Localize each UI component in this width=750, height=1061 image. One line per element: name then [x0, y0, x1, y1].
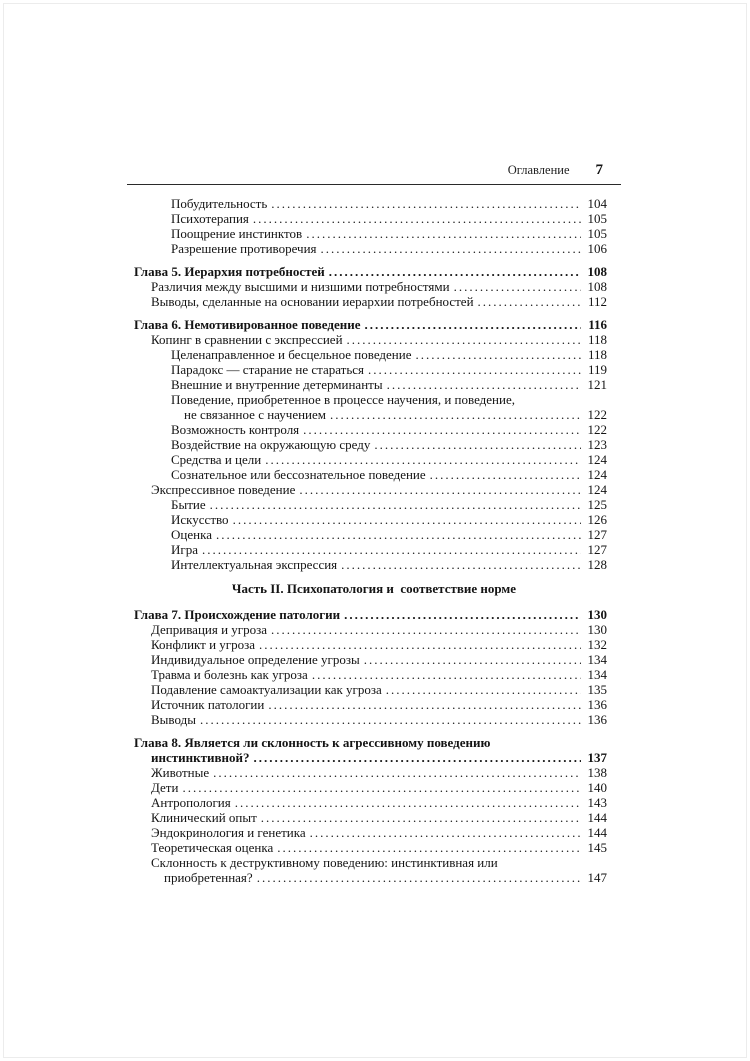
dot-leader: [454, 279, 581, 294]
toc-entry: [127, 294, 607, 309]
toc-entry: [127, 512, 607, 527]
toc-entry: [127, 607, 607, 622]
toc-entry: [127, 317, 607, 332]
toc-entry: [127, 527, 607, 542]
toc-entry-title: Парадокс — старание не стараться: [171, 362, 365, 377]
toc-entry-page: 124: [587, 467, 607, 482]
toc-entry: [127, 870, 607, 885]
toc-entry: [127, 780, 607, 795]
dot-leader: [430, 467, 581, 482]
dot-leader: [210, 497, 581, 512]
toc-entry-title: Индивидуальное определение угрозы: [151, 652, 360, 667]
toc-entry-title: Дети: [151, 780, 179, 795]
toc-entry-title: Средства и цели: [171, 452, 262, 467]
dot-leader: [368, 362, 581, 377]
toc-entry-page: 125: [587, 497, 607, 512]
toc-entry-title: Поведение, приобретенное в процессе научения, и поведение,: [171, 392, 515, 407]
dot-leader: [271, 196, 581, 211]
toc-entry-page: 127: [587, 542, 607, 557]
toc-entry: [127, 377, 607, 392]
toc-entry-page: 105: [587, 226, 607, 241]
toc-entry-title: Антропология: [151, 795, 231, 810]
toc-entry-page: 108: [587, 264, 607, 279]
toc-entry: [127, 825, 607, 840]
toc-entry: [127, 241, 607, 256]
toc-entry-title: Депривация и угроза: [151, 622, 268, 637]
toc-entry-page: 108: [587, 279, 607, 294]
dot-leader: [202, 542, 581, 557]
dot-leader: [321, 241, 581, 256]
dot-leader: [253, 750, 581, 765]
toc-entry: [127, 497, 607, 512]
toc-entry-page: 136: [587, 697, 607, 712]
dot-leader: [330, 407, 581, 422]
toc-entry-title: Источник патологии: [151, 697, 265, 712]
toc-entry-title: Травма и болезнь как угроза: [151, 667, 308, 682]
toc-entry: [127, 226, 607, 241]
dot-leader: [416, 347, 582, 362]
toc-entry-title: Склонность к деструктивному поведению: инстинктивная или: [151, 855, 498, 870]
dot-leader: [216, 527, 581, 542]
toc-entry-title: Бытие: [171, 497, 206, 512]
toc-entry-title: Подавление самоактуализации как угроза: [151, 682, 382, 697]
toc-entry: [127, 452, 607, 467]
toc-entry: [127, 637, 607, 652]
dot-leader: [268, 697, 581, 712]
toc-entry: [127, 392, 607, 407]
toc-entry-page: 104: [587, 196, 607, 211]
dot-leader: [200, 712, 581, 727]
toc-entry-title: Различия между высшими и низшими потребностями: [151, 279, 450, 294]
header-rule: [127, 184, 621, 185]
toc-entry-page: 144: [587, 825, 607, 840]
toc-entry-page: 138: [587, 765, 607, 780]
dot-leader: [364, 317, 581, 332]
dot-leader: [259, 637, 581, 652]
dot-leader: [329, 264, 581, 279]
dot-leader: [364, 652, 581, 667]
dot-leader: [303, 422, 581, 437]
toc-entry-title: Оценка: [171, 527, 212, 542]
dot-leader: [277, 840, 581, 855]
dot-leader: [233, 512, 581, 527]
toc-entry-page: 123: [587, 437, 607, 452]
header-label: Оглавление: [507, 163, 570, 177]
toc-entry: [127, 482, 607, 497]
dot-leader: [271, 622, 581, 637]
toc-entry: [127, 279, 607, 294]
toc-entry-page: 118: [587, 347, 607, 362]
toc-entry-page: 127: [587, 527, 607, 542]
dot-leader: [312, 667, 581, 682]
toc-entry-title: Игра: [171, 542, 198, 557]
toc-entry-title: Глава 6. Немотивированное поведение: [134, 317, 361, 332]
toc-entry-page: 147: [587, 870, 607, 885]
toc-entry-page: 126: [587, 512, 607, 527]
toc-entry-title: Психотерапия: [171, 211, 249, 226]
dot-leader: [265, 452, 581, 467]
dot-leader: [235, 795, 581, 810]
toc-entry: [127, 332, 607, 347]
toc-entry-title: Животные: [151, 765, 210, 780]
dot-leader: [310, 825, 581, 840]
toc-entry-title: не связанное с научением: [184, 407, 326, 422]
toc-entry-title: инстинктивной?: [151, 750, 250, 765]
toc-entry-title: Целенаправленное и бесцельное поведение: [171, 347, 412, 362]
dot-leader: [182, 780, 581, 795]
dot-leader: [213, 765, 581, 780]
toc-entry: [127, 196, 607, 211]
toc-entry-page: 122: [587, 407, 607, 422]
toc-entry-page: 130: [587, 622, 607, 637]
dot-leader: [261, 810, 581, 825]
toc-entry-title: Искусство: [171, 512, 229, 527]
toc-entry-page: 134: [587, 652, 607, 667]
dot-leader: [306, 226, 581, 241]
toc-entry: [127, 557, 607, 572]
toc-entry-title: Клинический опыт: [151, 810, 257, 825]
toc-entry-page: 140: [587, 780, 607, 795]
toc-entry: [127, 840, 607, 855]
toc-content: [127, 162, 621, 885]
toc-entry: [127, 542, 607, 557]
toc-entry-title: Эндокринология и генетика: [151, 825, 306, 840]
toc-entry: [127, 735, 607, 750]
toc-entry-title: Воздействие на окружающую среду: [171, 437, 371, 452]
toc-entry-title: Копинг в сравнении с экспрессией: [151, 332, 343, 347]
toc-entry: [127, 422, 607, 437]
dot-leader: [253, 211, 581, 226]
dot-leader: [257, 870, 581, 885]
toc-entry: [127, 810, 607, 825]
toc-entry: [127, 347, 607, 362]
toc-list-part2: [127, 607, 621, 885]
dot-leader: [374, 437, 581, 452]
toc-entry-page: 118: [587, 332, 607, 347]
toc-entry-title: Побудительность: [171, 196, 268, 211]
toc-entry: [127, 407, 607, 422]
toc-entry: [127, 667, 607, 682]
toc-entry: [127, 750, 607, 765]
toc-entry-title: Разрешение противоречия: [171, 241, 317, 256]
toc-entry-page: 124: [587, 452, 607, 467]
toc-entry-page: 134: [587, 667, 607, 682]
toc-entry: [127, 264, 607, 279]
toc-entry-page: 122: [587, 422, 607, 437]
dot-leader: [344, 607, 581, 622]
toc-entry-page: 106: [587, 241, 607, 256]
toc-entry-title: Интеллектуальная экспрессия: [171, 557, 338, 572]
toc-entry-title: Выводы: [151, 712, 196, 727]
toc-entry-page: 145: [587, 840, 607, 855]
toc-entry-page: 137: [587, 750, 607, 765]
toc-entry-page: 144: [587, 810, 607, 825]
toc-entry: [127, 795, 607, 810]
page-header: [127, 162, 621, 179]
dot-leader: [299, 482, 581, 497]
toc-entry: [127, 682, 607, 697]
toc-entry: [127, 437, 607, 452]
dot-leader: [386, 682, 581, 697]
dot-leader: [478, 294, 581, 309]
toc-entry-page: 130: [587, 607, 607, 622]
toc-entry: [127, 765, 607, 780]
toc-entry-page: 136: [587, 712, 607, 727]
toc-entry-page: 112: [587, 294, 607, 309]
toc-entry-title: Возможность контроля: [171, 422, 300, 437]
toc-entry-title: Глава 8. Является ли склонность к агрессивному поведению: [134, 735, 491, 750]
toc-entry-title: приобретенная?: [164, 870, 253, 885]
dot-leader: [387, 377, 581, 392]
toc-entry: [127, 467, 607, 482]
toc-entry-title: Экспрессивное поведение: [151, 482, 296, 497]
toc-entry-page: 132: [587, 637, 607, 652]
toc-entry-page: 121: [587, 377, 607, 392]
toc-entry-title: Сознательное или бессознательное поведение: [171, 467, 426, 482]
toc-entry-title: Глава 7. Происхождение патологии: [134, 607, 341, 622]
toc-entry-page: 128: [587, 557, 607, 572]
toc-entry-page: 116: [588, 317, 607, 332]
toc-entry: [127, 712, 607, 727]
toc-entry-title: Выводы, сделанные на основании иерархии потребностей: [151, 294, 474, 309]
toc-entry: [127, 622, 607, 637]
toc-entry-title: Теоретическая оценка: [151, 840, 274, 855]
toc-entry: [127, 652, 607, 667]
part-heading: Часть II. Психопатология и соответствие норме: [231, 581, 517, 596]
dot-leader: [347, 332, 581, 347]
dot-leader: [341, 557, 581, 572]
toc-entry-title: Конфликт и угроза: [151, 637, 256, 652]
toc-entry-title: Глава 5. Иерархия потребностей: [134, 264, 325, 279]
toc-entry: [127, 362, 607, 377]
toc-entry-page: 135: [587, 682, 607, 697]
toc-list-part1: [127, 196, 621, 572]
toc-entry-page: 143: [587, 795, 607, 810]
toc-entry-title: Внешние и внутренние детерминанты: [171, 377, 383, 392]
page-number: 7: [595, 162, 603, 178]
toc-entry: [127, 855, 607, 870]
toc-entry-title: Поощрение инстинктов: [171, 226, 303, 241]
toc-entry: [127, 211, 607, 226]
toc-entry: [127, 697, 607, 712]
toc-entry-page: 119: [587, 362, 607, 377]
toc-entry-page: 105: [587, 211, 607, 226]
toc-entry-page: 124: [587, 482, 607, 497]
